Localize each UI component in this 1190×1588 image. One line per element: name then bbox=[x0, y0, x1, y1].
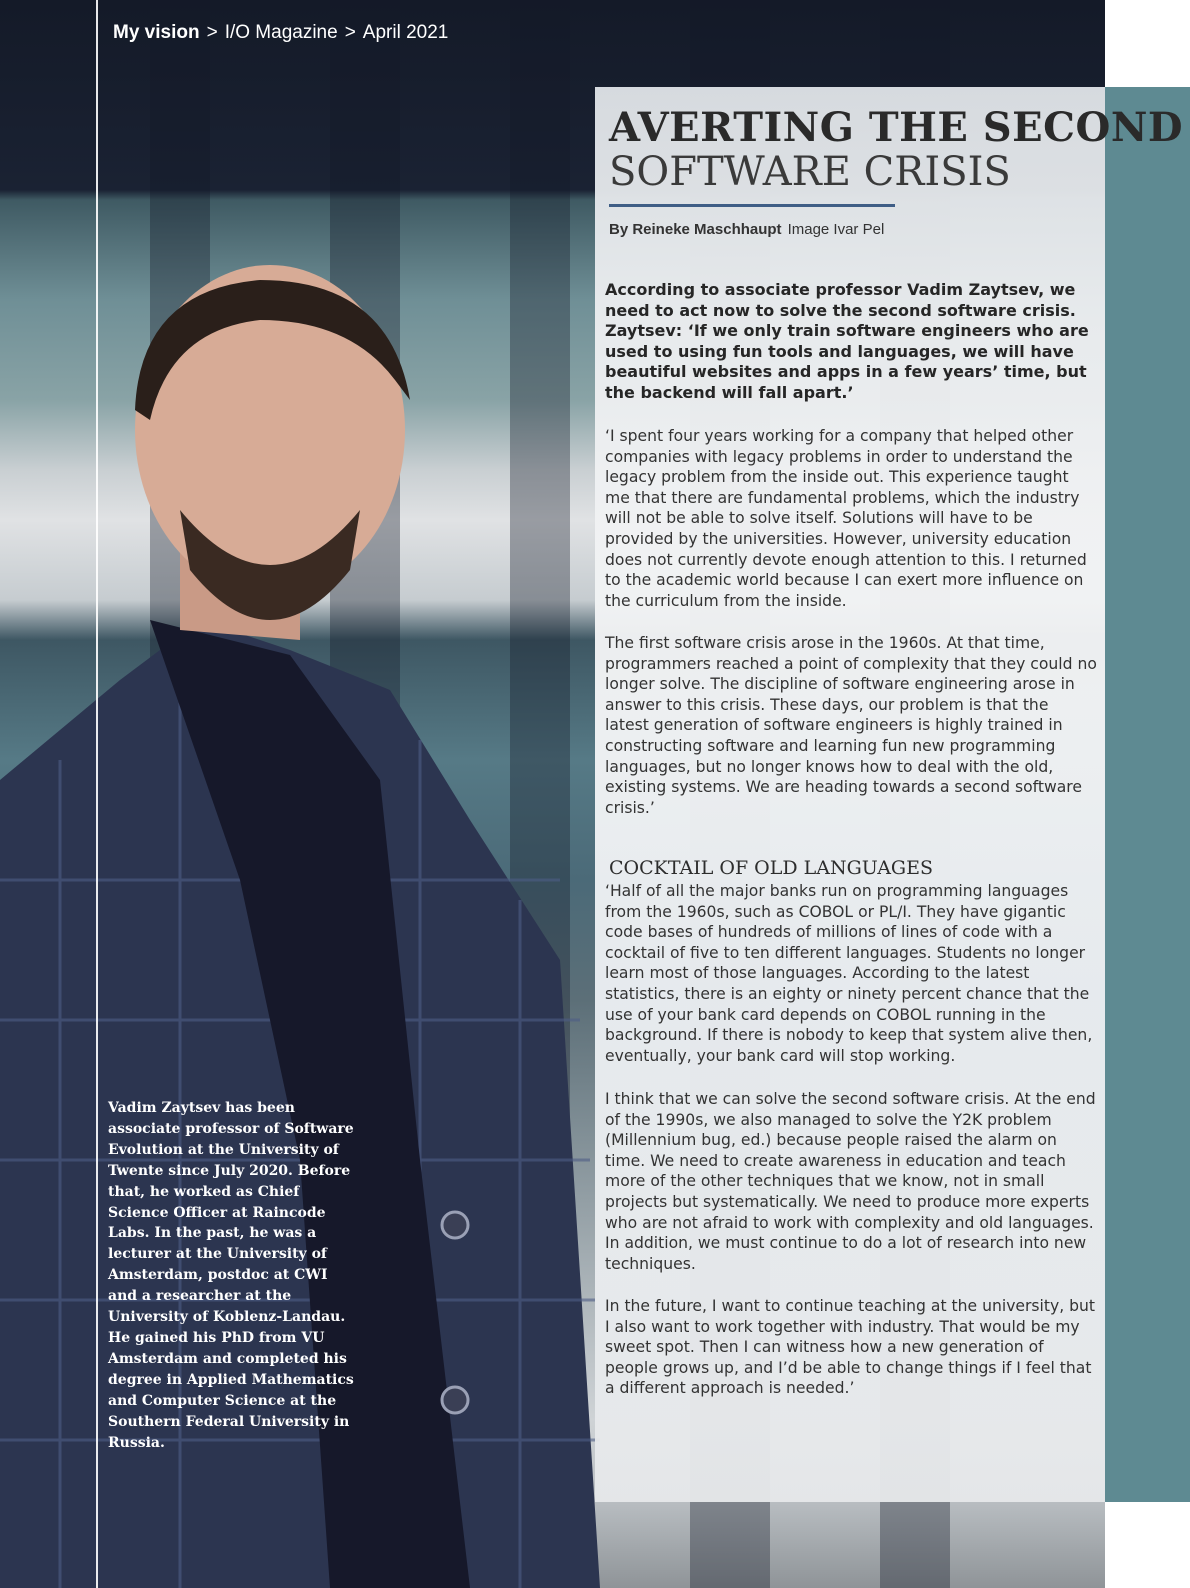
image-credit: Image Ivar Pel bbox=[787, 221, 885, 238]
author-name: By Reineke Maschhaupt bbox=[609, 221, 782, 238]
article-paragraph: ‘Half of all the major banks run on programming languages from the 1960s, such as COBOL or PL/I. They have gigantic code bases of hundreds of millions of lines of code with a cocktail of five to ten different languages. Students no longer learn most of those languages. According to the latest statistics, there is an eighty or ninety percent chance that the use of your bank card depends on COBOL running in the background. If there is nobody to keep that system alive then, eventually, your bank card will stop working. bbox=[605, 882, 1093, 1065]
title-rule bbox=[609, 204, 895, 207]
article-title-line2: SOFTWARE CRISIS bbox=[609, 149, 1011, 195]
breadcrumb bbox=[113, 22, 448, 44]
breadcrumb-separator: > bbox=[344, 22, 356, 43]
breadcrumb-issue[interactable]: April 2021 bbox=[362, 22, 449, 43]
article-title-line1: AVERTING THE SECOND bbox=[609, 104, 1184, 151]
jacket-button bbox=[442, 1212, 468, 1238]
byline bbox=[609, 221, 884, 238]
article-paragraph: ‘I spent four years working for a company that helped other companies with legacy problems in order to understand the legacy problem from the inside out. This experience taught me that there are fundamental problems, which the industry will not be able to solve itself. Solutions will have to be provided by the universities. However, university education does not currently devote enough attention to this. I returned to the academic world because I can exert more influence on the curriculum from the inside. bbox=[605, 427, 1087, 610]
margin-rule bbox=[96, 0, 98, 1588]
article-paragraph: The first software crisis arose in the 1960s. At that time, programmers reached a point of complexity that they could no longer solve. The discipline of software engineering arose in answer to this crisis. These days, our problem is that the latest generation of software engineers is highly trained in constructing software and learning fun new programming languages, but no longer knows how to deal with the old, existing systems. We are heading towards a second software crisis.’ bbox=[605, 634, 1097, 817]
article-paragraph: In the future, I want to continue teaching at the university, but I also want to work together with industry. That would be my sweet spot. Then I can witness how a new generation of people grows up, and I’d be able to change things if I feel that a different approach is needed.’ bbox=[605, 1297, 1096, 1398]
article-paragraph: I think that we can solve the second software crisis. At the end of the 1990s, we also managed to solve the Y2K problem (Millennium bug, ed.) because people raised the alarm on time. We need to create awareness in education and teach more of the other techniques that we know, not in small projects but systematically. We need to produce more experts who are not afraid to work with complexity and old languages. In addition, we must continue to do a lot of research into new techniques. bbox=[605, 1090, 1096, 1273]
jacket-button bbox=[442, 1387, 468, 1413]
article-intro: According to associate professor Vadim Zaytsev, we need to act now to solve the second software crisis. Zaytsev: ‘If we only train software engineers who are used to using fun tools and languages, we will have beautiful websites and apps in a few years’ time, but the backend will fall apart.’ bbox=[605, 280, 1089, 402]
article-subheading: COCKTAIL OF OLD LANGUAGES bbox=[609, 857, 933, 879]
photo-caption: Vadim Zaytsev has been associate professor of Software Evolution at the University of Twente since July 2020. Before that, he worked as Chief Science Officer at Raincode Labs. In the past, he was a lecturer at the University of Amsterdam, postdoc at CWI and a researcher at the University of Koblenz-Landau. He gained his PhD from VU Amsterdam and completed his degree in Applied Mathematics and Computer Science at the Southern Federal University in Russia. bbox=[108, 1100, 354, 1451]
breadcrumb-separator: > bbox=[206, 22, 218, 43]
breadcrumb-home[interactable]: My vision bbox=[113, 22, 200, 43]
breadcrumb-section[interactable]: I/O Magazine bbox=[224, 22, 338, 43]
accent-bar bbox=[1105, 87, 1190, 1502]
